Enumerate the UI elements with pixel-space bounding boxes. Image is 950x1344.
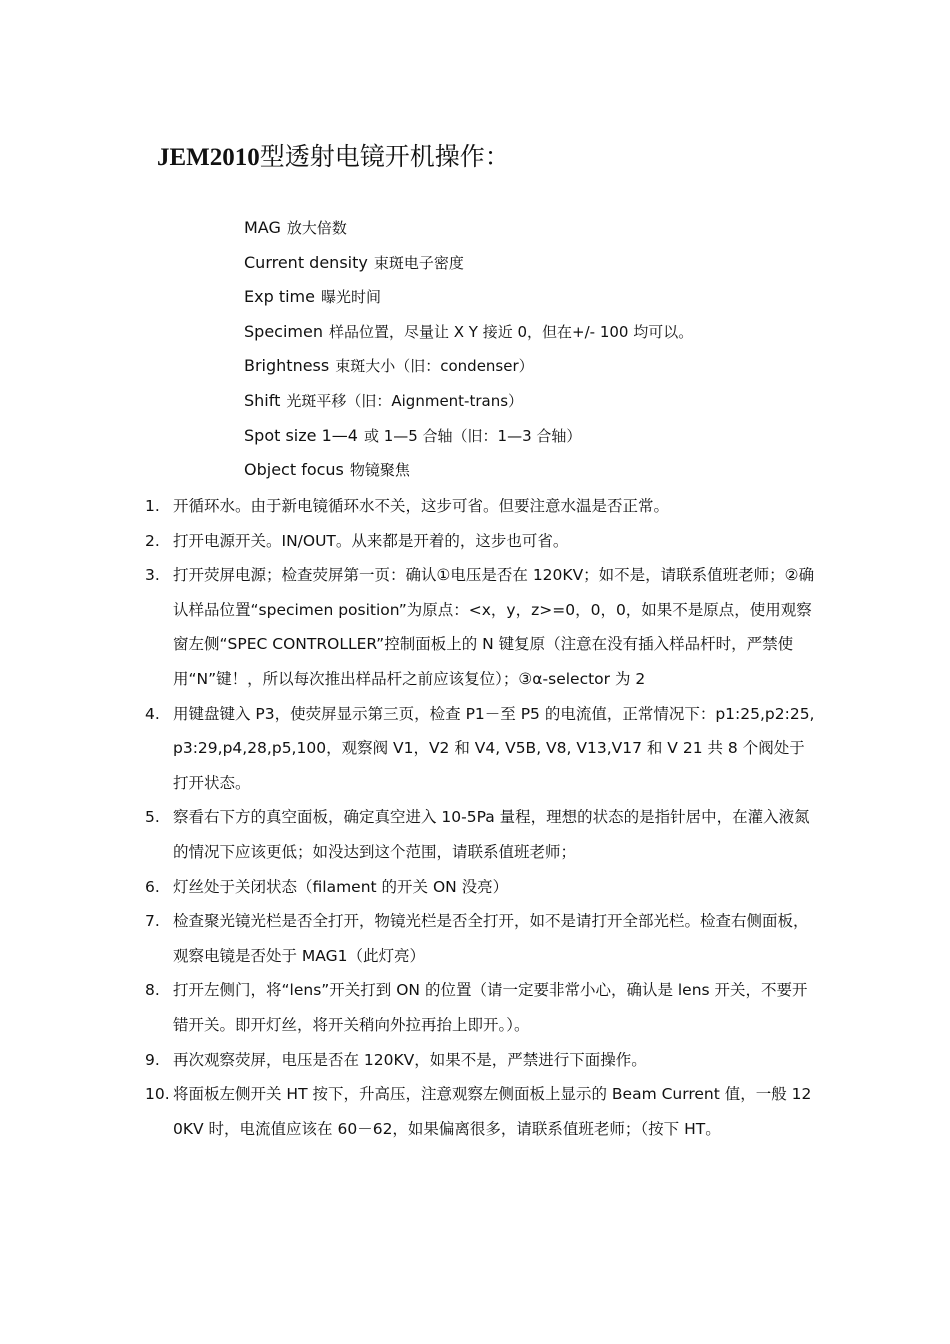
step-number: 1. [145,497,160,515]
glossary-desc: 曝光时间 [320,288,381,307]
glossary-item [244,455,693,490]
step-item [145,870,815,905]
page-title-text: 型透射电镜开机操作： [259,144,510,171]
step-text: 开循环水。由于新电镜循环水不关，这步可省。但要注意水温是否正常。 [173,497,670,515]
glossary-term: Exp time [244,287,315,307]
glossary-desc: 物镜聚焦 [349,461,410,480]
step-item [145,558,815,696]
glossary-item [244,351,693,386]
step-number: 8. [145,981,160,1000]
step-text: 打开电源开关。IN/OUT。从来都是开着的，这步也可省。 [173,531,569,550]
glossary-term: Brightness [244,356,330,376]
step-number: 2. [145,531,160,550]
step-item [145,973,815,1042]
glossary-term: Specimen [244,321,323,341]
step-text: 打开左侧门，将“lens”开关打到 ON 的位置（请一定要非常小心，确认是 lens 开关，不要开错开关。即开灯丝，将开关稍向外拉再抬上即开。）。 [173,981,808,1034]
step-item [145,1043,815,1078]
glossary-item [244,282,693,317]
glossary-item [244,386,693,421]
glossary-item [244,421,693,456]
glossary-term: Shift [244,390,281,410]
step-item [145,904,815,973]
glossary-term: MAG [244,218,281,237]
step-text: 用键盘键入 P3，使荧屏显示第三页，检查 P1－至 P5 的电流值，正常情况下：p1:25,p2:25,p3:29,p4,28,p5,100，观察阀 V1，V2 和 V4, V5B, V8, V13,V17 和 V 21 共 8 个阀处于打开状态。 [173,704,815,792]
step-item [145,1077,815,1146]
glossary-item [244,248,693,283]
step-number: 4. [145,704,160,723]
step-text: 灯丝处于关闭状态（filament 的开关 ON 没亮） [173,877,509,896]
step-text: 察看右下方的真空面板，确定真空进入 10-5Pa 量程，理想的状态的是指针居中，在灌入液氮的情况下应该更低；如没达到这个范围，请联系值班老师； [173,808,810,861]
glossary-desc: 束斑大小（旧：condenser） [335,357,534,376]
step-item [145,489,815,524]
step-number: 9. [145,1050,160,1069]
glossary-item [244,317,693,352]
glossary-item [244,213,693,248]
step-item [145,524,815,559]
glossary-term: Current density [244,252,368,272]
glossary-desc: 或 1—5 合轴（旧：1—3 合轴） [363,426,582,445]
glossary-desc: 光斑平移（旧：Aignment-trans） [286,391,524,410]
glossary-term: Object focus [244,460,344,480]
step-item [145,697,815,801]
procedure-steps [145,489,815,1146]
glossary-desc: 样品位置，尽量让 X Y 接近 0，但在+/- 100 均可以。 [328,322,694,341]
step-text: 将面板左侧开关 HT 按下，升高压，注意观察左侧面板上显示的 Beam Current 值，一般 120KV 时，电流值应该在 60－62，如果偏离很多，请联系值班老师；（按下 HT。 [173,1085,812,1138]
step-number: 6. [145,877,160,896]
glossary-desc: 束斑电子密度 [373,253,464,272]
step-item [145,800,815,869]
step-text: 再次观察荧屏，电压是否在 120KV，如果不是，严禁进行下面操作。 [173,1050,647,1069]
glossary-list [244,213,693,490]
step-number: 3. [145,566,160,585]
page-title [157,137,510,173]
step-text: 打开荧屏电源；检查荧屏第一页：确认①电压是否在 120KV；如不是，请联系值班老师；②确认样品位置“specimen position”为原点：<x，y，z>=0，0，0，如果不是原点，使用观察窗左侧“SPEC CONTROLLER”控制面板上的 N 键复原（注意在没有插入样品杆时，严禁使用“N”键！，所以每次推出样品杆之前应该复位）；③α-selector 为 2 [173,566,815,688]
step-number: 5. [145,808,160,827]
step-number: 10. [145,1085,170,1104]
step-text: 检查聚光镜光栏是否全打开，物镜光栏是否全打开，如不是请打开全部光栏。检查右侧面板，观察电镜是否处于 MAG1（此灯亮） [173,912,809,965]
step-number: 7. [145,912,160,931]
glossary-desc: 放大倍数 [286,219,347,237]
page-title-model: JEM2010 [157,144,260,171]
glossary-term: Spot size 1—4 [244,425,358,445]
